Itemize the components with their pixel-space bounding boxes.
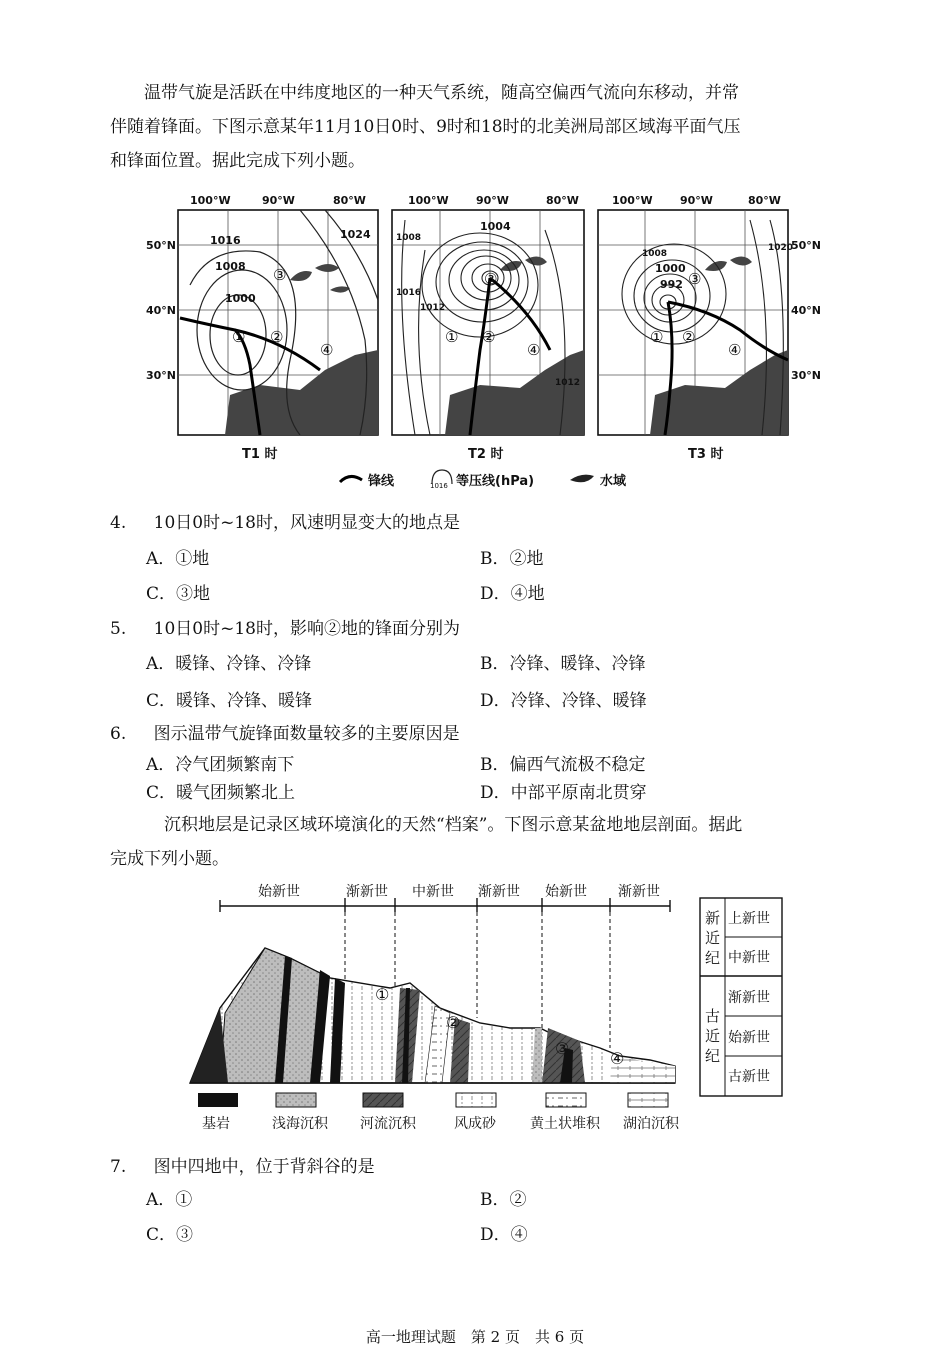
legend-front: 锋线 bbox=[368, 474, 395, 489]
q4-option-a[interactable]: A．①地 bbox=[146, 549, 210, 569]
question-5 bbox=[110, 614, 460, 639]
question-number: 4. bbox=[110, 513, 127, 533]
q7-option-a[interactable]: A．① bbox=[146, 1190, 193, 1210]
passage-2-line-2: 完成下列小题。 bbox=[110, 849, 229, 869]
timescale-epoch: 古新世 bbox=[728, 1069, 770, 1085]
passage-1-line-1: 温带气旋是活跃在中纬度地区的一种天气系统，随高空偏西气流向东移动，并常 bbox=[144, 83, 739, 103]
point-4: ④ bbox=[320, 341, 334, 359]
point-1: ① bbox=[232, 328, 246, 346]
point-3: ③ bbox=[484, 270, 498, 288]
q7-option-b[interactable]: B．② bbox=[480, 1190, 527, 1210]
map-panel-t2 bbox=[392, 194, 584, 462]
point-4: ④ bbox=[728, 341, 742, 359]
epoch-label: 始新世 bbox=[545, 884, 587, 900]
paleogene-char-3: 纪 bbox=[705, 1047, 721, 1065]
isobar-label: 1020 bbox=[768, 243, 794, 253]
legend-lake: 湖泊沉积 bbox=[623, 1116, 679, 1132]
question-stem: 图中四地中，位于背斜谷的是 bbox=[153, 1157, 375, 1177]
question-6 bbox=[110, 719, 460, 744]
question-4 bbox=[110, 508, 460, 533]
water-icon bbox=[570, 475, 594, 483]
strata-point-1: ① bbox=[375, 985, 390, 1004]
lon-label: 90°W bbox=[680, 194, 713, 207]
legend-bedrock: 基岩 bbox=[202, 1116, 230, 1132]
lon-label: 80°W bbox=[748, 194, 781, 207]
passage-1 bbox=[110, 76, 870, 178]
neogene-char-2: 近 bbox=[705, 929, 721, 947]
point-1: ① bbox=[650, 328, 664, 346]
legend-loess: 黄土状堆积 bbox=[530, 1116, 600, 1132]
isobar-label: 1016 bbox=[396, 288, 422, 298]
map-legend bbox=[340, 470, 627, 490]
question-number: 5. bbox=[110, 619, 127, 639]
strata-point-2: ② bbox=[446, 1013, 461, 1032]
point-2: ② bbox=[482, 328, 496, 346]
epoch-label: 中新世 bbox=[412, 884, 454, 900]
lat-label: 40°N bbox=[791, 304, 822, 317]
q5-option-b[interactable]: B．冷锋、暖锋、冷锋 bbox=[480, 654, 646, 674]
point-3: ③ bbox=[688, 270, 702, 288]
panel-title: T3 时 bbox=[688, 447, 724, 462]
front-line-icon bbox=[340, 476, 362, 482]
q5-option-c[interactable]: C．暖锋、冷锋、暖锋 bbox=[146, 691, 313, 711]
isobar-label: 992 bbox=[660, 278, 683, 291]
paleogene-char-2: 近 bbox=[705, 1027, 721, 1045]
legend-isobar-sample: 1016 bbox=[430, 482, 448, 490]
q4-option-d[interactable]: D．④地 bbox=[480, 584, 545, 604]
lat-label: 40°N bbox=[146, 304, 177, 317]
legend-river: 河流沉积 bbox=[360, 1116, 416, 1132]
question-stem: 10日0时~18时，影响②地的锋面分别为 bbox=[153, 619, 460, 639]
pressure-map-figure bbox=[146, 190, 830, 490]
q4-option-c[interactable]: C．③地 bbox=[146, 584, 211, 604]
strata-point-4: ④ bbox=[610, 1049, 625, 1068]
legend-aeolian-sand: 风成砂 bbox=[454, 1116, 496, 1132]
isobar-label: 1008 bbox=[215, 260, 246, 273]
epoch-label: 始新世 bbox=[258, 884, 300, 900]
map-panel-t1 bbox=[146, 194, 378, 462]
passage-1-line-3: 和锋面位置。据此完成下列小题。 bbox=[110, 151, 365, 171]
lat-label: 30°N bbox=[146, 369, 177, 382]
panel-title: T1 时 bbox=[242, 447, 278, 462]
epoch-label: 渐新世 bbox=[346, 884, 388, 900]
isobar-label: 1000 bbox=[655, 262, 686, 275]
isobar-label: 1012 bbox=[420, 303, 446, 313]
neogene-char-3: 纪 bbox=[705, 949, 721, 967]
passage-2 bbox=[110, 808, 870, 876]
panel-title: T2 时 bbox=[468, 447, 504, 462]
point-2: ② bbox=[682, 328, 696, 346]
isobar-label: 1008 bbox=[642, 249, 668, 259]
strata-legend bbox=[198, 1093, 680, 1132]
geologic-timescale-table bbox=[700, 898, 782, 1096]
q6-option-d[interactable]: D．中部平原南北贯穿 bbox=[480, 783, 647, 803]
lon-label: 100°W bbox=[190, 194, 231, 207]
point-4: ④ bbox=[527, 341, 541, 359]
isobar-label: 1000 bbox=[225, 292, 256, 305]
lon-label: 90°W bbox=[262, 194, 295, 207]
q7-option-c[interactable]: C．③ bbox=[146, 1225, 194, 1245]
map-panel-t3 bbox=[598, 194, 821, 462]
lat-label: 30°N bbox=[791, 369, 822, 382]
q5-option-a[interactable]: A．暖锋、冷锋、冷锋 bbox=[146, 654, 312, 674]
isobar-label: 1004 bbox=[480, 220, 511, 233]
question-number: 6. bbox=[110, 724, 127, 744]
timescale-epoch: 渐新世 bbox=[728, 990, 770, 1006]
timescale-epoch: 中新世 bbox=[728, 950, 770, 966]
strata-section-figure bbox=[180, 878, 790, 1140]
question-stem: 图示温带气旋锋面数量较多的主要原因是 bbox=[153, 724, 460, 744]
passage-1-line-2: 伴随着锋面。下图示意某年11月10日0时、9时和18时的北美洲局部区域海平面气压 bbox=[110, 117, 741, 137]
paleogene-char-1: 古 bbox=[705, 1007, 721, 1025]
legend-isobar: 等压线(hPa) bbox=[456, 474, 535, 489]
question-7 bbox=[110, 1152, 375, 1177]
lon-label: 80°W bbox=[333, 194, 366, 207]
q7-option-d[interactable]: D．④ bbox=[480, 1225, 528, 1245]
epoch-label: 渐新世 bbox=[478, 884, 520, 900]
isobar-label: 1016 bbox=[210, 234, 241, 247]
legend-shallow-sea: 浅海沉积 bbox=[272, 1116, 328, 1132]
isobar-label: 1024 bbox=[340, 228, 371, 241]
timescale-epoch: 始新世 bbox=[728, 1030, 770, 1046]
q6-option-a[interactable]: A．冷气团频繁南下 bbox=[146, 755, 295, 775]
q4-option-b[interactable]: B．②地 bbox=[480, 549, 544, 569]
question-stem: 10日0时~18时，风速明显变大的地点是 bbox=[153, 513, 460, 533]
legend-water: 水域 bbox=[600, 474, 627, 489]
point-1: ① bbox=[445, 328, 459, 346]
point-2: ② bbox=[270, 328, 284, 346]
lon-label: 100°W bbox=[408, 194, 449, 207]
lon-label: 90°W bbox=[476, 194, 509, 207]
epoch-label: 渐新世 bbox=[618, 884, 660, 900]
lat-label: 50°N bbox=[146, 239, 177, 252]
page-footer: 高一地理试题 第 2 页 共 6 页 bbox=[365, 1328, 585, 1346]
point-3: ③ bbox=[273, 266, 287, 284]
isobar-label: 1012 bbox=[555, 378, 581, 388]
isobar-label: 1008 bbox=[396, 233, 422, 243]
passage-2-line-1: 沉积地层是记录区域环境演化的天然“档案”。下图示意某盆地地层剖面。据此 bbox=[164, 815, 743, 835]
q6-option-c[interactable]: C．暖气团频繁北上 bbox=[146, 783, 296, 803]
q5-option-d[interactable]: D．冷锋、冷锋、暖锋 bbox=[480, 691, 647, 711]
q6-option-b[interactable]: B．偏西气流极不稳定 bbox=[480, 755, 646, 775]
lon-label: 100°W bbox=[612, 194, 653, 207]
question-number: 7. bbox=[110, 1157, 127, 1177]
neogene-char-1: 新 bbox=[705, 909, 721, 927]
lat-label: 50°N bbox=[791, 239, 822, 252]
timescale-epoch: 上新世 bbox=[728, 911, 770, 927]
lon-label: 80°W bbox=[546, 194, 579, 207]
strata-point-3: ③ bbox=[555, 1039, 570, 1058]
